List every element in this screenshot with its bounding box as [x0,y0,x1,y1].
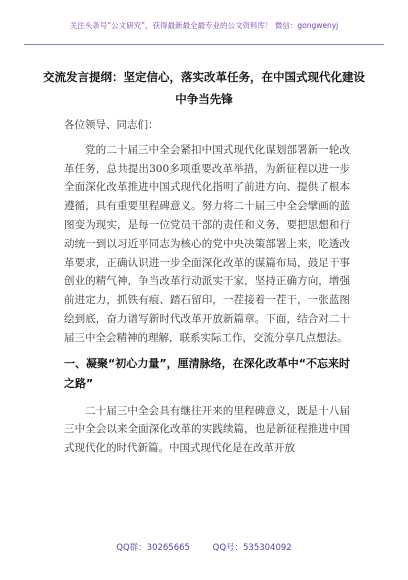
body-paragraph: 党的二十届三中全会紧扣中国式现代化谋划部署新一轮改革任务，总共提出300多项重要改革举措，为新征程以进一步全面深化改革推进中国式现代化指明了前进方向、提供了根本遵循，具有重要里程碑意义。努力将二十届三中全会擘画的蓝图变为现实，是每一位党员干部的责任和义务，要把思想和行动统一到以习近平同志为核心的党中央决策部署上来，吃透改革要求，正确认识进一步全面深化改革的谋篇布局，鼓足干事创业的精气神，争当改革行动派实干家，坚持正确方向，增强前进定力，抓铁有痕、踏石留印，一茬接着一茬干，一张蓝图绘到底，奋力谱写新时代改革开放新篇章。下面，结合对二十届三中全会精神的理解，联系实际工作，交流分享几点想法。 [64,143,350,344]
greeting: 各位领导、同志们： [64,119,159,131]
document-body [64,116,350,463]
section-heading: 一、凝聚“初心力量”，厘清脉络，在深化改革中“不忘来时之路” [64,356,350,390]
qq-number-text: QQ号：535304092 [212,543,292,553]
document-title: 交流发言提纲：坚定信心，落实改革任务，在中国式现代化建设中争当先锋 [43,70,365,106]
header-divider [24,44,384,45]
promo-header: 关注头条号“公文研究”，获得最新最全最专业的公文资料库！ 微信：gongwenyj [69,21,339,30]
contact-footer [0,541,408,553]
body-paragraph: 二十届三中全会具有继往开来的里程碑意义，既是十八届三中全会以来全面深化改革的实践续篇，也是新征程推进中国式现代化的时代新篇。中国式现代化是在改革开放 [64,404,350,455]
qq-group-text: QQ群：30265665 [116,543,190,553]
